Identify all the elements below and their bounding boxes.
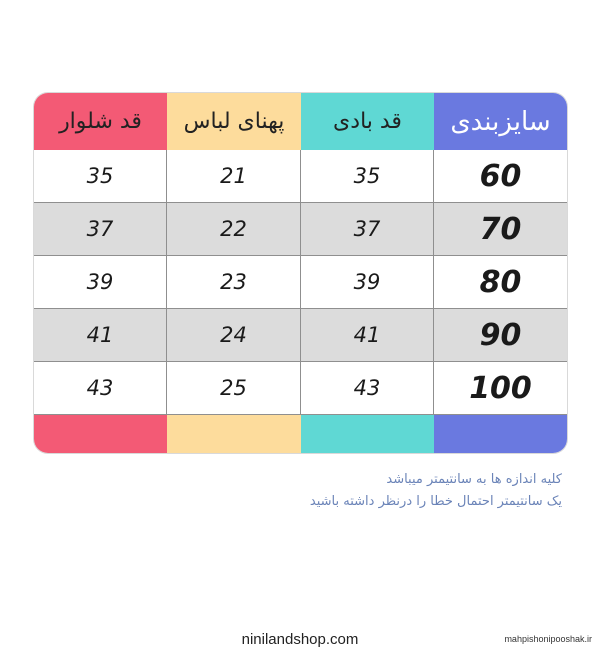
header-size: سایزبندی bbox=[434, 93, 567, 150]
cell-pants-length: 43 bbox=[34, 362, 167, 415]
cell-size: 60 bbox=[434, 150, 567, 203]
footer-strip-size bbox=[434, 415, 567, 453]
cell-bodysuit-length: 39 bbox=[301, 256, 434, 309]
header-pants-length: قد شلوار bbox=[34, 93, 167, 150]
cell-garment-width: 21 bbox=[167, 150, 301, 203]
header-garment-width: پهنای لباس bbox=[167, 93, 301, 150]
cell-bodysuit-length: 41 bbox=[301, 309, 434, 362]
cell-size: 80 bbox=[434, 256, 567, 309]
cell-size: 70 bbox=[434, 203, 567, 256]
watermark: mahpishonipooshak.ir bbox=[504, 634, 592, 644]
cell-size: 100 bbox=[434, 362, 567, 415]
size-chart-grid bbox=[34, 93, 567, 453]
note-tolerance: یک سانتیمتر احتمال خطا را درنظر داشته باشید bbox=[309, 494, 562, 509]
cell-pants-length: 39 bbox=[34, 256, 167, 309]
cell-pants-length: 37 bbox=[34, 203, 167, 256]
cell-garment-width: 23 bbox=[167, 256, 301, 309]
size-chart-table bbox=[34, 93, 567, 453]
cell-garment-width: 22 bbox=[167, 203, 301, 256]
cell-bodysuit-length: 43 bbox=[301, 362, 434, 415]
cell-garment-width: 25 bbox=[167, 362, 301, 415]
cell-size: 90 bbox=[434, 309, 567, 362]
note-units: کلیه اندازه ها به سانتیمتر میباشد bbox=[386, 472, 562, 487]
cell-garment-width: 24 bbox=[167, 309, 301, 362]
footer-strip-width bbox=[167, 415, 301, 453]
cell-pants-length: 35 bbox=[34, 150, 167, 203]
cell-bodysuit-length: 35 bbox=[301, 150, 434, 203]
footer-strip-pants bbox=[34, 415, 167, 453]
cell-pants-length: 41 bbox=[34, 309, 167, 362]
cell-bodysuit-length: 37 bbox=[301, 203, 434, 256]
site-url: ninilandshop.com bbox=[241, 631, 359, 648]
footer-strip-body bbox=[301, 415, 434, 453]
header-bodysuit-length: قد بادی bbox=[301, 93, 434, 150]
